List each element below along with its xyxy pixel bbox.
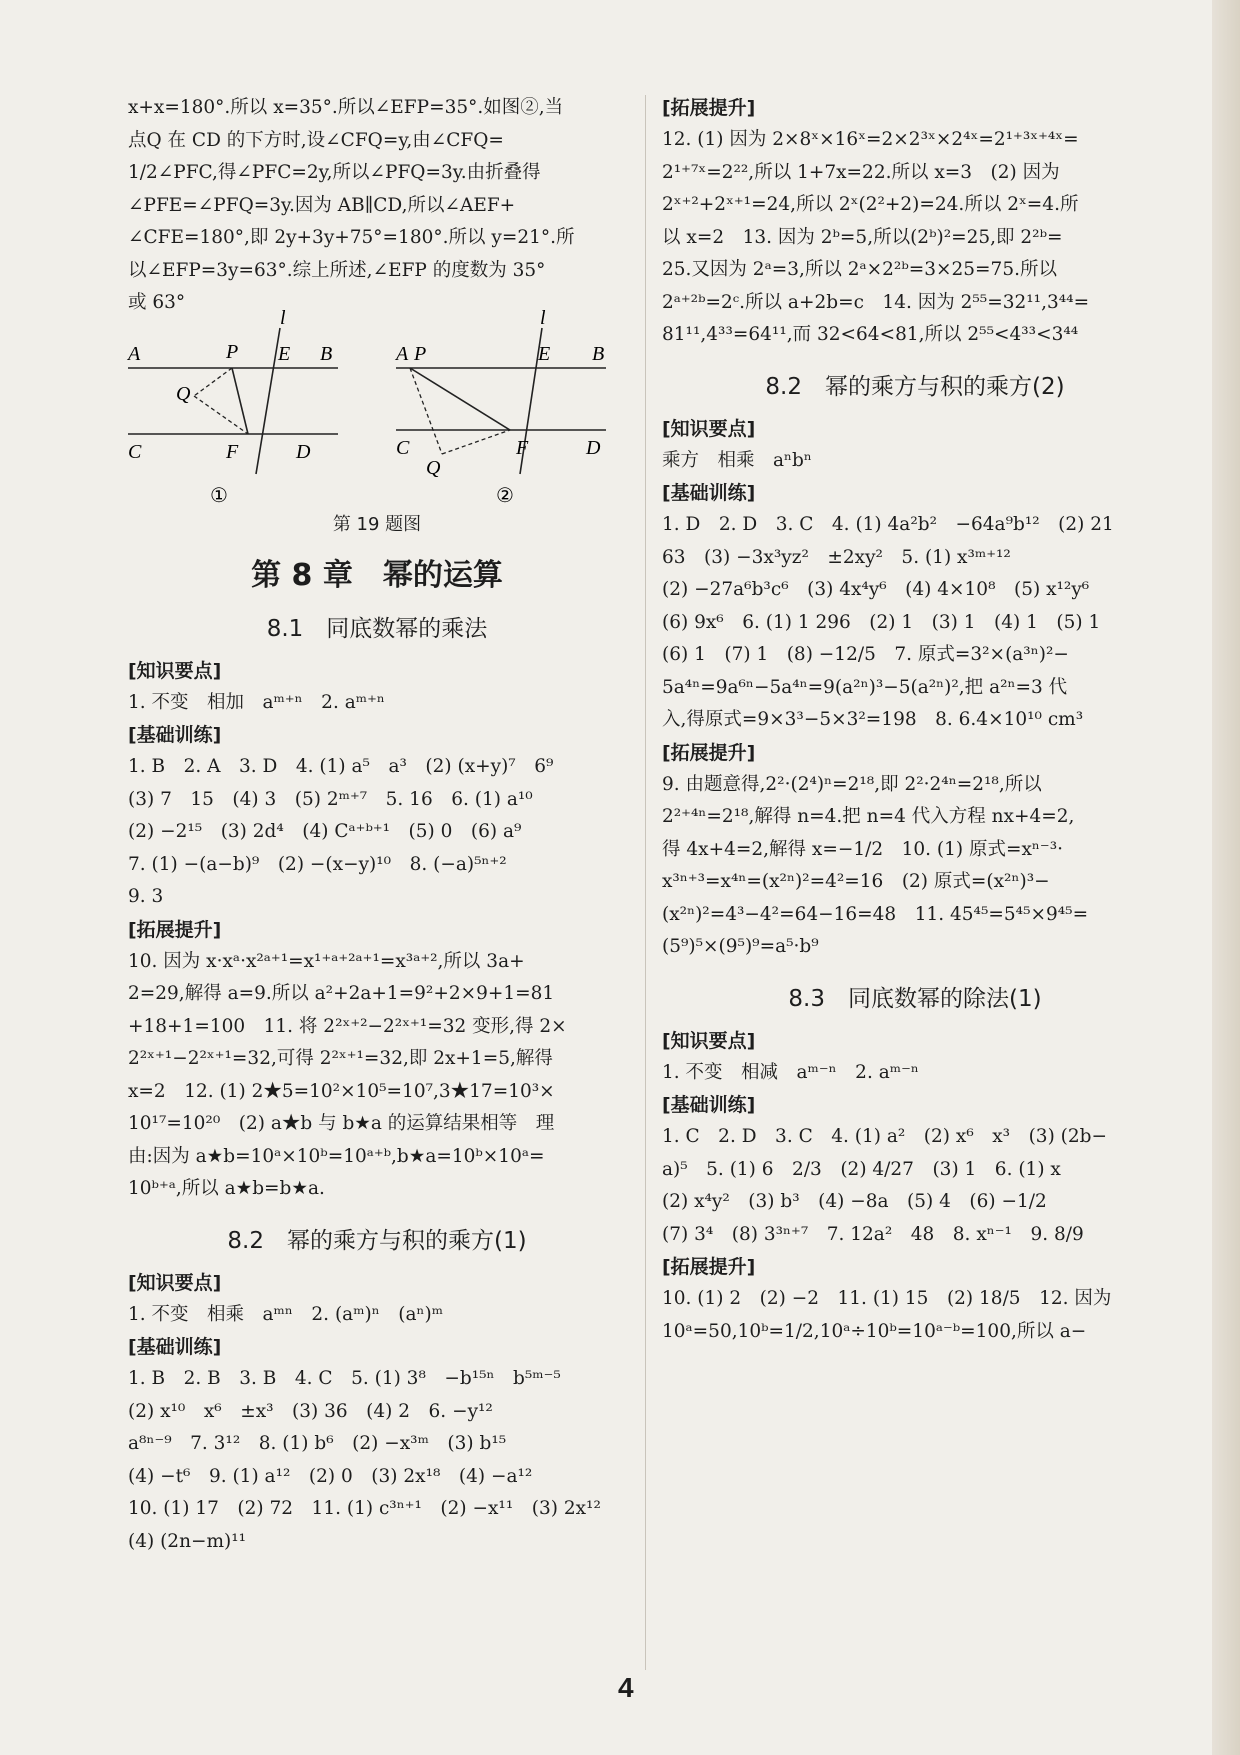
text-line: (7) 3⁴ (8) 3³ⁿ⁺⁷ 7. 12a² 48 8. xⁿ⁻¹ 9. 8/9 <box>662 1223 1084 1245</box>
text-line: (6) 9x⁶ 6. (1) 1 296 (2) 1 (3) 1 (4) 1 (5) 1 <box>662 611 1101 633</box>
text-line: 入,得原式=9×3³−5×3²=198 8. 6.4×10¹⁰ cm³ <box>662 709 1084 730</box>
figure-19 <box>128 306 626 507</box>
section-title: 8.3 同底数幂的除法(1) <box>788 985 1042 1012</box>
chapter-title: 第 8 章 幂的运算 <box>251 557 503 593</box>
fig2-label-c: C <box>396 436 410 459</box>
text-line: (3) 7 15 (4) 3 (5) 2ᵐ⁺⁷ 5. 16 6. (1) a¹⁰ <box>128 788 533 810</box>
left-column <box>128 92 626 1558</box>
text-line: x³ⁿ⁺³=x⁴ⁿ=(x²ⁿ)²=4²=16 (2) 原式=(x²ⁿ)³− <box>662 871 1050 892</box>
text-line: (4) −t⁶ 9. (1) a¹² (2) 0 (3) 2x¹⁸ (4) −a¹² <box>128 1465 533 1487</box>
basic-training-tag: [基础训练] <box>128 724 222 746</box>
text-line: 乘方 相乘 aⁿbⁿ <box>662 449 812 471</box>
fig2-number: ② <box>496 482 514 507</box>
text-line: 2²ˣ⁺¹−2²ˣ⁺¹=32,可得 2²ˣ⁺¹=32,即 2x+1=5,解得 <box>128 1048 553 1069</box>
basic-training-tag: [基础训练] <box>128 1336 222 1358</box>
segment-qf <box>442 430 510 454</box>
text-line: x+x=180°.所以 x=35°.所以∠EFP=35°.如图②,当 <box>128 97 564 118</box>
text-line: 2²⁺⁴ⁿ=2¹⁸,解得 n=4.把 n=4 代入方程 nx+4=2, <box>662 806 1075 827</box>
text-line: 25.又因为 2ᵃ=3,所以 2ᵃ×2²ᵇ=3×25=75.所以 <box>662 259 1057 280</box>
text-line: 1. 不变 相减 aᵐ⁻ⁿ 2. aᵐ⁻ⁿ <box>662 1061 919 1083</box>
fig1-number: ① <box>210 482 228 507</box>
text-line: (4) (2n−m)¹¹ <box>128 1530 247 1552</box>
text-line: 1. B 2. B 3. B 4. C 5. (1) 3⁸ −b¹⁵ⁿ b⁵ᵐ⁻⁵ <box>128 1368 561 1389</box>
section-title: 8.1 同底数幂的乘法 <box>266 615 488 642</box>
text-line: 2¹⁺⁷ˣ=2²²,所以 1+7x=22.所以 x=3 (2) 因为 <box>662 161 1060 183</box>
segment-pq <box>410 368 442 454</box>
text-line: 10. 因为 x·xᵃ·x²ᵃ⁺¹=x¹⁺ᵃ⁺²ᵃ⁺¹=x³ᵃ⁺²,所以 3a+ <box>128 950 525 972</box>
text-line: 81¹¹,4³³=64¹¹,而 32<64<81,所以 2⁵⁵<4³³<3⁴⁴ <box>662 324 1079 345</box>
text-line: 或 63° <box>128 292 186 313</box>
fig1-label-q: Q <box>176 382 191 405</box>
segment-pq <box>194 368 232 396</box>
page-edge-shadow <box>1212 0 1240 1755</box>
text-line: 9. 3 <box>128 886 164 907</box>
text-line: x=2 12. (1) 2★5=10²×10⁵=10⁷,3★17=10³× <box>128 1080 555 1102</box>
text-line: 1. D 2. D 3. C 4. (1) 4a²b² −64a⁹b¹² (2) 21 <box>662 514 1114 535</box>
fig1-label-c: C <box>128 440 142 463</box>
fig2-label-l: l <box>540 306 546 329</box>
segment-pf <box>410 368 510 430</box>
text-line: 10ᵃ=50,10ᵇ=1/2,10ᵃ÷10ᵇ=10ᵃ⁻ᵇ=100,所以 a− <box>662 1320 1087 1342</box>
basic-training-tag: [基础训练] <box>662 1094 756 1116</box>
text-line: 2ᵃ⁺²ᵇ=2ᶜ.所以 a+2b=c 14. 因为 2⁵⁵=32¹¹,3⁴⁴= <box>662 291 1090 313</box>
text-line: +18+1=100 11. 将 2²ˣ⁺²−2²ˣ⁺¹=32 变形,得 2× <box>128 1015 567 1037</box>
extension-tag: [拓展提升] <box>662 97 756 119</box>
fig1-label-f: F <box>226 440 239 463</box>
fig2-label-d: D <box>586 436 601 459</box>
fig1-label-p: P <box>226 340 239 363</box>
text-line: 12. (1) 因为 2×8ˣ×16ˣ=2×2³ˣ×2⁴ˣ=2¹⁺³ˣ⁺⁴ˣ= <box>662 129 1079 150</box>
knowledge-tag: [知识要点] <box>662 417 756 440</box>
column-divider <box>645 95 646 1670</box>
figure-2 <box>394 307 606 507</box>
section-8-3 <box>662 980 1168 1349</box>
text-line: 63 (3) −3x³yz² ±2xy² 5. (1) x³ᵐ⁺¹² <box>662 546 1011 568</box>
text-line: 9. 由题意得,2²·(2⁴)ⁿ=2¹⁸,即 2²·2⁴ⁿ=2¹⁸,所以 <box>662 773 1042 795</box>
figure-caption: 第 19 题图 <box>332 513 422 535</box>
text-line: a)⁵ 5. (1) 6 2/3 (2) 4/27 (3) 1 6. (1) x <box>662 1158 1061 1180</box>
text-line: ∠PFE=∠PFQ=3y.因为 AB∥CD,所以∠AEF+ <box>128 194 516 216</box>
extension-tag: [拓展提升] <box>662 741 756 764</box>
fig1-label-e: E <box>278 342 291 365</box>
fig1-label-a: A <box>128 342 141 365</box>
right-column <box>662 92 1168 1348</box>
basic-training-tag: [基础训练] <box>662 482 756 504</box>
page-number: 4 <box>618 1672 634 1703</box>
text-line: 1. 不变 相乘 aᵐⁿ 2. (aᵐ)ⁿ (aⁿ)ᵐ <box>128 1303 444 1325</box>
text-line: 5a⁴ⁿ=9a⁶ⁿ−5a⁴ⁿ=9(a²ⁿ)³−5(a²ⁿ)²,把 a²ⁿ=3 代 <box>662 676 1068 698</box>
extension-tag: [拓展提升] <box>128 918 222 941</box>
knowledge-tag: [知识要点] <box>128 1271 222 1294</box>
intro-solution <box>128 92 626 320</box>
text-line: ∠CFE=180°,即 2y+3y+75°=180°.所以 y=21°.所 <box>128 227 575 248</box>
text-line: 10¹⁷=10²⁰ (2) a★b 与 b★a 的运算结果相等 理 <box>128 1113 555 1134</box>
knowledge-tag: [知识要点] <box>128 659 222 682</box>
text-line: 10ᵇ⁺ᵃ,所以 a★b=b★a. <box>128 1178 325 1199</box>
line-l <box>256 328 280 474</box>
fig1-label-d: D <box>296 440 311 463</box>
fig2-label-p: P <box>414 342 427 365</box>
section-8-2-part1 <box>128 1222 626 1559</box>
text-line: (2) −2¹⁵ (3) 2d⁴ (4) Cᵃ⁺ᵇ⁺¹ (5) 0 (6) a⁹ <box>128 821 522 842</box>
text-line: 1/2∠PFC,得∠PFC=2y,所以∠PFQ=3y.由折叠得 <box>128 162 541 183</box>
text-line: 由:因为 a★b=10ᵃ×10ᵇ=10ᵃ⁺ᵇ,b★a=10ᵇ×10ᵃ= <box>128 1145 545 1167</box>
fig2-label-e: E <box>538 342 551 365</box>
text-line: 以∠EFP=3y=63°.综上所述,∠EFP 的度数为 35° <box>128 259 546 281</box>
section-8-1 <box>128 610 626 1206</box>
section-title: 8.2 幂的乘方与积的乘方(1) <box>227 1227 527 1254</box>
text-line: (x²ⁿ)²=4³−4²=64−16=48 11. 45⁴⁵=5⁴⁵×9⁴⁵= <box>662 903 1089 925</box>
text-line: (6) 1 (7) 1 (8) −12/5 7. 原式=3²×(a³ⁿ)²− <box>662 644 1069 665</box>
text-line: 得 4x+4=2,解得 x=−1/2 10. (1) 原式=xⁿ⁻³· <box>662 838 1063 860</box>
text-line: 7. (1) −(a−b)⁹ (2) −(x−y)¹⁰ 8. (−a)⁵ⁿ⁺² <box>128 853 507 875</box>
fig2-label-b: B <box>592 342 605 365</box>
text-line: (2) x⁴y² (3) b³ (4) −8a (5) 4 (6) −1/2 <box>662 1191 1047 1212</box>
text-line: (2) −27a⁶b³c⁶ (3) 4x⁴y⁶ (4) 4×10⁸ (5) x¹²y⁶ <box>662 579 1090 600</box>
figure-1 <box>126 307 338 507</box>
text-line: a⁸ⁿ⁻⁹ 7. 3¹² 8. (1) b⁶ (2) −x³ᵐ (3) b¹⁵ <box>128 1433 507 1454</box>
text-line: 1. 不变 相加 aᵐ⁺ⁿ 2. aᵐ⁺ⁿ <box>128 691 385 713</box>
text-line: 10. (1) 2 (2) −2 11. (1) 15 (2) 18/5 12. 因为 <box>662 1288 1112 1309</box>
text-line: 1. B 2. A 3. D 4. (1) a⁵ a³ (2) (x+y)⁷ 6⁹ <box>128 756 554 777</box>
fig1-label-l: l <box>280 306 286 329</box>
figure-19-diagrams <box>128 306 626 507</box>
section-8-2-part2 <box>662 368 1168 964</box>
fig1-label-b: B <box>320 342 333 365</box>
text-line: 10. (1) 17 (2) 72 11. (1) c³ⁿ⁺¹ (2) −x¹¹ (3) 2x¹² <box>128 1498 601 1519</box>
text-line: (5⁹)⁵×(9⁵)⁹=a⁵·b⁹ <box>662 936 819 957</box>
text-line: 2ˣ⁺²+2ˣ⁺¹=24,所以 2ˣ(2²+2)=24.所以 2ˣ=4.所 <box>662 194 1079 215</box>
text-line: 以 x=2 13. 因为 2ᵇ=5,所以(2ᵇ)²=25,即 2²ᵇ= <box>662 226 1063 248</box>
text-line: 点Q 在 CD 的下方时,设∠CFQ=y,由∠CFQ= <box>128 129 504 151</box>
knowledge-tag: [知识要点] <box>662 1029 756 1052</box>
extension-tag: [拓展提升] <box>662 1256 756 1278</box>
fig2-label-f: F <box>516 436 529 459</box>
section-8-1-extension-continued <box>662 92 1168 352</box>
text-line: 1. C 2. D 3. C 4. (1) a² (2) x⁶ x³ (3) (2b− <box>662 1126 1108 1147</box>
section-title: 8.2 幂的乘方与积的乘方(2) <box>765 373 1065 400</box>
fig2-label-a: A <box>396 342 409 365</box>
fig2-label-q: Q <box>426 456 441 479</box>
text-line: 2=29,解得 a=9.所以 a²+2a+1=9²+2×9+1=81 <box>128 983 555 1004</box>
text-line: (2) x¹⁰ x⁶ ±x³ (3) 36 (4) 2 6. −y¹² <box>128 1400 493 1422</box>
